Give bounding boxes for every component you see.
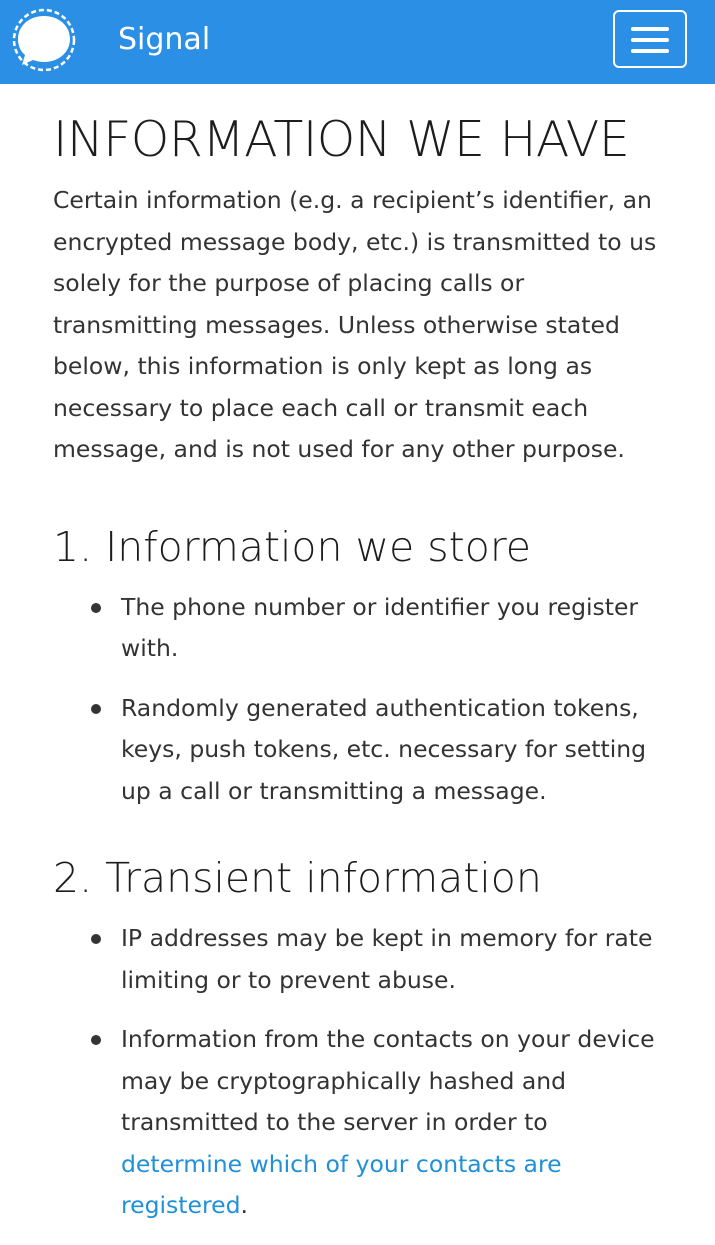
information-we-store-list xyxy=(53,587,668,813)
bullet-icon xyxy=(91,603,101,613)
list-item xyxy=(53,918,668,1001)
menu-bar-middle xyxy=(631,38,669,42)
bullet-icon xyxy=(91,934,101,944)
determine-registered-contacts-link[interactable]: determine which of your contacts are registered xyxy=(121,1149,562,1219)
section-heading-transient-information: 2. Transient information xyxy=(53,854,542,902)
transient-information-list xyxy=(53,918,668,1227)
list-item-suffix: . xyxy=(240,1191,248,1219)
intro-paragraph: Certain information (e.g. a recipient’s identifier, an encrypted message body, etc.) is transmitted to us solely for the purpose of placing calls or transmitting messages. Unless otherwise stated below, this information is only kept as long as necessary to place each call or transmit each message, and is not used for any other purpose. xyxy=(53,186,657,463)
section-heading-information-we-store: 1. Information we store xyxy=(53,522,532,571)
brand-name[interactable]: Signal xyxy=(118,22,211,57)
bullet-icon xyxy=(91,1035,101,1045)
list-item xyxy=(53,1019,668,1227)
list-item-text: Randomly generated authentication tokens, keys, push tokens, etc. necessary for setting up a call or transmitting a message. xyxy=(121,693,647,805)
top-navbar xyxy=(0,0,715,84)
bullet-icon xyxy=(91,704,101,714)
signal-logo-icon[interactable] xyxy=(9,7,79,75)
main-content xyxy=(53,100,668,1245)
list-item-text: The phone number or identifier you register with. xyxy=(121,592,639,662)
list-item xyxy=(53,688,668,813)
menu-bar-bottom xyxy=(631,49,669,53)
list-item-text: Information from the contacts on your device may be cryptographically hashed and transmitted to the server in order to xyxy=(121,1025,655,1136)
list-item-text: IP addresses may be kept in memory for rate limiting or to prevent abuse. xyxy=(121,924,653,994)
list-item xyxy=(53,587,668,670)
hamburger-menu-icon xyxy=(631,27,669,31)
page-title: INFORMATION WE HAVE xyxy=(53,111,630,168)
hamburger-menu-button[interactable] xyxy=(613,10,687,68)
